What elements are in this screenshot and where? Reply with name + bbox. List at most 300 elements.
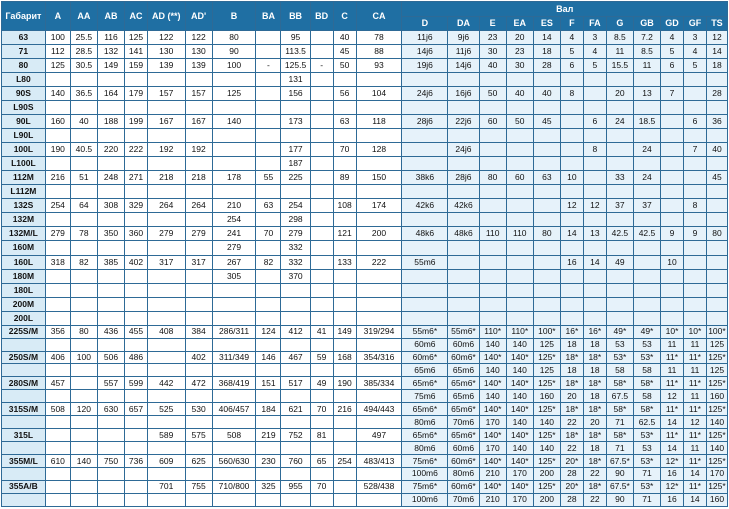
table-cell: 140 (70, 455, 97, 468)
table-cell: 11 (683, 442, 706, 455)
table-cell: 254 (212, 213, 256, 227)
table-cell (356, 283, 402, 297)
frame-label: L90L (2, 129, 46, 143)
table-cell (506, 199, 533, 213)
table-cell: 80 (70, 325, 97, 338)
table-cell: 140* (506, 455, 533, 468)
table-cell (333, 429, 356, 442)
table-cell (45, 364, 70, 377)
frame-label: 355A/B (2, 480, 46, 493)
table-cell: 494/443 (356, 403, 402, 416)
table-cell: 36.5 (70, 87, 97, 101)
table-cell (185, 297, 212, 311)
table-cell (448, 185, 479, 199)
table-cell (533, 297, 560, 311)
frame-label: 280S/M (2, 377, 46, 390)
table-cell (45, 480, 70, 493)
table-cell (706, 241, 727, 255)
table-cell: 60m6 (448, 442, 479, 455)
table-cell (45, 338, 70, 351)
table-cell (281, 297, 310, 311)
table-cell: 28j6 (448, 171, 479, 185)
table-cell: 58* (606, 377, 633, 390)
table-cell (479, 269, 506, 283)
table-cell (448, 311, 479, 325)
table-cell: 40 (506, 87, 533, 101)
table-cell: 50 (479, 87, 506, 101)
table-cell: 146 (256, 351, 281, 364)
table-cell: - (310, 59, 333, 73)
table-cell (281, 364, 310, 377)
table-cell (185, 101, 212, 115)
frame-label: 132M/L (2, 227, 46, 241)
table-cell: 130 (185, 45, 212, 59)
table-cell (125, 493, 148, 506)
table-cell (125, 73, 148, 87)
table-cell: 42.5 (606, 227, 633, 241)
table-cell (583, 311, 606, 325)
table-cell: 160 (45, 115, 70, 129)
table-cell: 20* (560, 480, 583, 493)
table-cell (256, 390, 281, 403)
table-cell (256, 311, 281, 325)
table-cell (45, 269, 70, 283)
table-cell: 170 (506, 493, 533, 506)
table-cell (212, 338, 256, 351)
frame-label: 315L (2, 429, 46, 442)
table-cell (281, 390, 310, 403)
table-cell: 506 (97, 351, 124, 364)
table-cell: 122 (185, 31, 212, 45)
table-cell (310, 442, 333, 455)
table-cell: 18* (560, 377, 583, 390)
table-cell (185, 442, 212, 455)
table-cell: 557 (97, 377, 124, 390)
table-cell (583, 185, 606, 199)
table-cell: 49 (310, 377, 333, 390)
table-cell (506, 73, 533, 87)
table-cell: 51 (70, 171, 97, 185)
table-cell (45, 129, 70, 143)
table-cell: 497 (356, 429, 402, 442)
table-cell (70, 129, 97, 143)
table-cell: 140* (506, 403, 533, 416)
table-cell: 264 (147, 199, 185, 213)
table-cell (212, 73, 256, 87)
table-cell: 20 (560, 390, 583, 403)
table-cell (212, 101, 256, 115)
table-cell (45, 101, 70, 115)
table-cell: 55m6 (402, 255, 448, 269)
table-cell: 210 (479, 467, 506, 480)
table-cell: 12 (560, 199, 583, 213)
table-cell (97, 185, 124, 199)
table-cell: 140 (479, 364, 506, 377)
table-cell (683, 283, 706, 297)
table-cell (281, 493, 310, 506)
table-cell (506, 311, 533, 325)
table-cell (147, 213, 185, 227)
table-row (2, 403, 728, 416)
table-cell (310, 129, 333, 143)
table-cell (147, 338, 185, 351)
table-cell: 125* (708, 481, 726, 492)
table-cell: 56 (333, 87, 356, 101)
table-cell (448, 157, 479, 171)
table-cell: 20 (583, 416, 606, 429)
table-cell (356, 297, 402, 311)
table-cell: 318 (45, 255, 70, 269)
table-cell: 7 (683, 143, 706, 157)
table-cell: 317 (147, 255, 185, 269)
table-cell (333, 269, 356, 283)
table-cell: 164 (97, 87, 124, 101)
table-cell: 356 (45, 325, 70, 338)
table-cell (147, 297, 185, 311)
table-cell (310, 31, 333, 45)
table-cell: 60m6* (448, 351, 479, 364)
table-cell (506, 143, 533, 157)
table-cell (147, 351, 185, 364)
table-cell: 140 (45, 87, 70, 101)
table-cell (402, 157, 448, 171)
table-cell (683, 73, 706, 87)
table-cell: 38k6 (402, 171, 448, 185)
table-cell (185, 129, 212, 143)
table-cell: 81 (310, 429, 333, 442)
table-cell: 60m6* (448, 480, 479, 493)
table-cell: 124 (256, 325, 281, 338)
table-cell: 332 (281, 255, 310, 269)
table-cell: 18* (583, 377, 606, 390)
table-cell: 18* (560, 351, 583, 364)
frame-label: 225S/M (2, 325, 46, 338)
table-cell: 200 (356, 227, 402, 241)
table-cell: 113.5 (281, 45, 310, 59)
table-row (2, 493, 728, 506)
table-cell: 402 (185, 351, 212, 364)
table-cell: 65m6* (448, 429, 479, 442)
table-cell: 125.5 (281, 59, 310, 73)
table-cell (185, 390, 212, 403)
table-cell: 6 (661, 59, 684, 73)
table-cell: 22 (560, 442, 583, 455)
table-cell: 610 (45, 455, 70, 468)
table-cell: 457 (45, 377, 70, 390)
table-cell (310, 338, 333, 351)
table-row (2, 377, 728, 390)
table-cell (45, 442, 70, 455)
table-cell: 37 (633, 199, 660, 213)
table-cell: 173 (281, 115, 310, 129)
table-cell: 22 (560, 416, 583, 429)
header-col-aa: AA (70, 2, 97, 31)
table-cell (606, 213, 633, 227)
table-cell: 4 (583, 45, 606, 59)
table-cell (310, 364, 333, 377)
table-cell: 24 (633, 143, 660, 157)
frame-label: 250S/M (2, 351, 46, 364)
table-cell (185, 269, 212, 283)
header-shaft-gf: GF (683, 17, 706, 31)
table-cell: 48k6 (402, 227, 448, 241)
table-cell (661, 157, 684, 171)
table-cell: 132 (97, 45, 124, 59)
table-cell (281, 467, 310, 480)
table-cell (256, 493, 281, 506)
table-cell: 125 (45, 59, 70, 73)
table-cell (606, 129, 633, 143)
table-cell: 140 (706, 442, 727, 455)
table-cell: 385/334 (356, 377, 402, 390)
table-cell: 360 (125, 227, 148, 241)
table-cell: 18 (560, 364, 583, 377)
table-cell: 18 (583, 338, 606, 351)
table-cell (448, 255, 479, 269)
table-row (2, 171, 728, 185)
table-cell: 125* (533, 377, 560, 390)
table-cell (185, 157, 212, 171)
header-col-a: A (45, 2, 70, 31)
frame-label: L112M (2, 185, 46, 199)
table-cell: 11 (683, 338, 706, 351)
table-cell: 65 (310, 455, 333, 468)
table-cell: 140* (506, 480, 533, 493)
table-cell (533, 241, 560, 255)
table-cell: 122 (147, 31, 185, 45)
table-cell: 354/316 (356, 351, 402, 364)
table-cell: 368/419 (212, 377, 256, 390)
table-cell (333, 480, 356, 493)
table-cell: 436 (97, 325, 124, 338)
table-cell (706, 213, 727, 227)
table-cell (683, 87, 706, 101)
table-cell (583, 283, 606, 297)
table-row (2, 455, 728, 468)
table-cell: 133 (333, 255, 356, 269)
table-cell (125, 364, 148, 377)
table-cell (125, 213, 148, 227)
table-cell (560, 185, 583, 199)
table-cell: 80 (212, 31, 256, 45)
table-cell (402, 311, 448, 325)
table-cell (310, 255, 333, 269)
table-cell (185, 364, 212, 377)
table-cell: 80 (533, 227, 560, 241)
table-cell: 264 (185, 199, 212, 213)
table-cell: 18* (560, 429, 583, 442)
table-cell (310, 87, 333, 101)
table-cell (281, 338, 310, 351)
table-cell: 125* (533, 480, 560, 493)
table-cell (45, 185, 70, 199)
frame-label: 132S (2, 199, 46, 213)
table-cell (256, 297, 281, 311)
table-cell (310, 227, 333, 241)
table-cell: 589 (147, 429, 185, 442)
table-cell (448, 241, 479, 255)
table-cell: 45 (333, 45, 356, 59)
table-cell (706, 255, 727, 269)
table-cell: 170 (506, 467, 533, 480)
frame-label: 180M (2, 269, 46, 283)
table-cell (256, 157, 281, 171)
table-cell (70, 213, 97, 227)
table-row (2, 87, 728, 101)
table-cell (310, 101, 333, 115)
table-cell (70, 429, 97, 442)
table-cell (147, 493, 185, 506)
table-cell: 33 (606, 171, 633, 185)
table-cell: 65m6 (448, 390, 479, 403)
table-cell: 11* (661, 403, 684, 416)
table-cell: 412 (281, 325, 310, 338)
table-cell: 10 (560, 171, 583, 185)
table-cell: 8 (560, 87, 583, 101)
table-cell (212, 157, 256, 171)
table-cell (125, 269, 148, 283)
table-cell: 110* (479, 325, 506, 338)
header-col-ad: AD (**) (147, 2, 185, 31)
table-cell: 467 (281, 351, 310, 364)
table-cell (683, 129, 706, 143)
table-cell: 160 (533, 390, 560, 403)
table-cell (606, 283, 633, 297)
table-cell: 220 (97, 143, 124, 157)
table-cell: 222 (356, 255, 402, 269)
table-cell (185, 73, 212, 87)
table-cell: 18* (583, 351, 606, 364)
table-cell (281, 129, 310, 143)
table-cell: 125* (533, 403, 560, 416)
table-cell: 248 (97, 171, 124, 185)
table-cell: 78 (70, 227, 97, 241)
table-cell (560, 73, 583, 87)
table-cell: 15.5 (606, 59, 633, 73)
table-cell (310, 185, 333, 199)
table-cell: 14 (683, 493, 706, 506)
table-cell: 125* (708, 352, 726, 362)
table-cell: 14 (661, 442, 684, 455)
table-cell (310, 297, 333, 311)
table-cell: 65m6* (448, 403, 479, 416)
table-cell: 28 (560, 493, 583, 506)
table-cell: 14 (560, 227, 583, 241)
header-shaft-e: E (479, 17, 506, 31)
table-cell: 48k6 (448, 227, 479, 241)
frame-label (2, 442, 46, 455)
header-shaft-f: F (560, 17, 583, 31)
table-cell: 18 (560, 338, 583, 351)
table-row (2, 59, 728, 73)
table-cell (212, 493, 256, 506)
table-cell (125, 185, 148, 199)
table-cell: 53* (633, 480, 660, 493)
table-cell: 100 (45, 31, 70, 45)
table-cell (506, 157, 533, 171)
table-cell: 100 (212, 59, 256, 73)
table-cell (683, 255, 706, 269)
table-cell: 736 (125, 455, 148, 468)
table-cell (706, 73, 727, 87)
table-cell (706, 199, 727, 213)
table-cell: 12 (661, 390, 684, 403)
table-cell: 30 (506, 59, 533, 73)
table-cell (256, 213, 281, 227)
table-cell (506, 269, 533, 283)
table-cell: 16 (661, 493, 684, 506)
table-row (2, 199, 728, 213)
table-cell: 319/294 (356, 325, 402, 338)
header-shaft-gd: GD (661, 17, 684, 31)
table-cell: 18* (560, 403, 583, 416)
table-cell (683, 311, 706, 325)
table-cell: 305 (212, 269, 256, 283)
table-cell: 508 (212, 429, 256, 442)
table-cell (583, 129, 606, 143)
table-cell: 167 (147, 115, 185, 129)
table-cell (661, 101, 684, 115)
table-cell: 219 (256, 429, 281, 442)
table-row (2, 73, 728, 87)
table-cell (310, 311, 333, 325)
table-cell (402, 73, 448, 87)
table-cell: 70 (310, 480, 333, 493)
table-cell: 486 (125, 351, 148, 364)
table-cell (583, 269, 606, 283)
table-cell (583, 101, 606, 115)
table-cell (683, 297, 706, 311)
table-cell (333, 338, 356, 351)
header-col-ca: CA (356, 2, 402, 31)
table-cell (479, 255, 506, 269)
table-cell: 18 (583, 442, 606, 455)
table-cell (333, 241, 356, 255)
table-cell (310, 171, 333, 185)
table-cell (479, 157, 506, 171)
table-cell: 41 (310, 325, 333, 338)
table-cell: 64 (70, 199, 97, 213)
table-cell (125, 129, 148, 143)
table-cell (533, 157, 560, 171)
table-cell (310, 157, 333, 171)
table-cell: 10* (661, 325, 684, 338)
table-cell (506, 101, 533, 115)
table-cell (479, 101, 506, 115)
table-cell: 95 (281, 31, 310, 45)
table-cell (70, 241, 97, 255)
table-cell (147, 364, 185, 377)
frame-label: 112M (2, 171, 46, 185)
table-cell: 16 (661, 467, 684, 480)
table-cell: 93 (356, 59, 402, 73)
table-cell (147, 101, 185, 115)
table-cell (560, 241, 583, 255)
table-cell (256, 45, 281, 59)
table-cell (310, 493, 333, 506)
table-cell: 156 (281, 87, 310, 101)
table-cell: 71 (606, 416, 633, 429)
table-cell (661, 213, 684, 227)
table-cell (661, 241, 684, 255)
table-cell: 218 (147, 171, 185, 185)
table-cell: 329 (125, 199, 148, 213)
table-cell (356, 442, 402, 455)
frame-label: 200M (2, 297, 46, 311)
table-cell: 80 (479, 171, 506, 185)
table-cell: 192 (147, 143, 185, 157)
table-cell: 140 (506, 416, 533, 429)
